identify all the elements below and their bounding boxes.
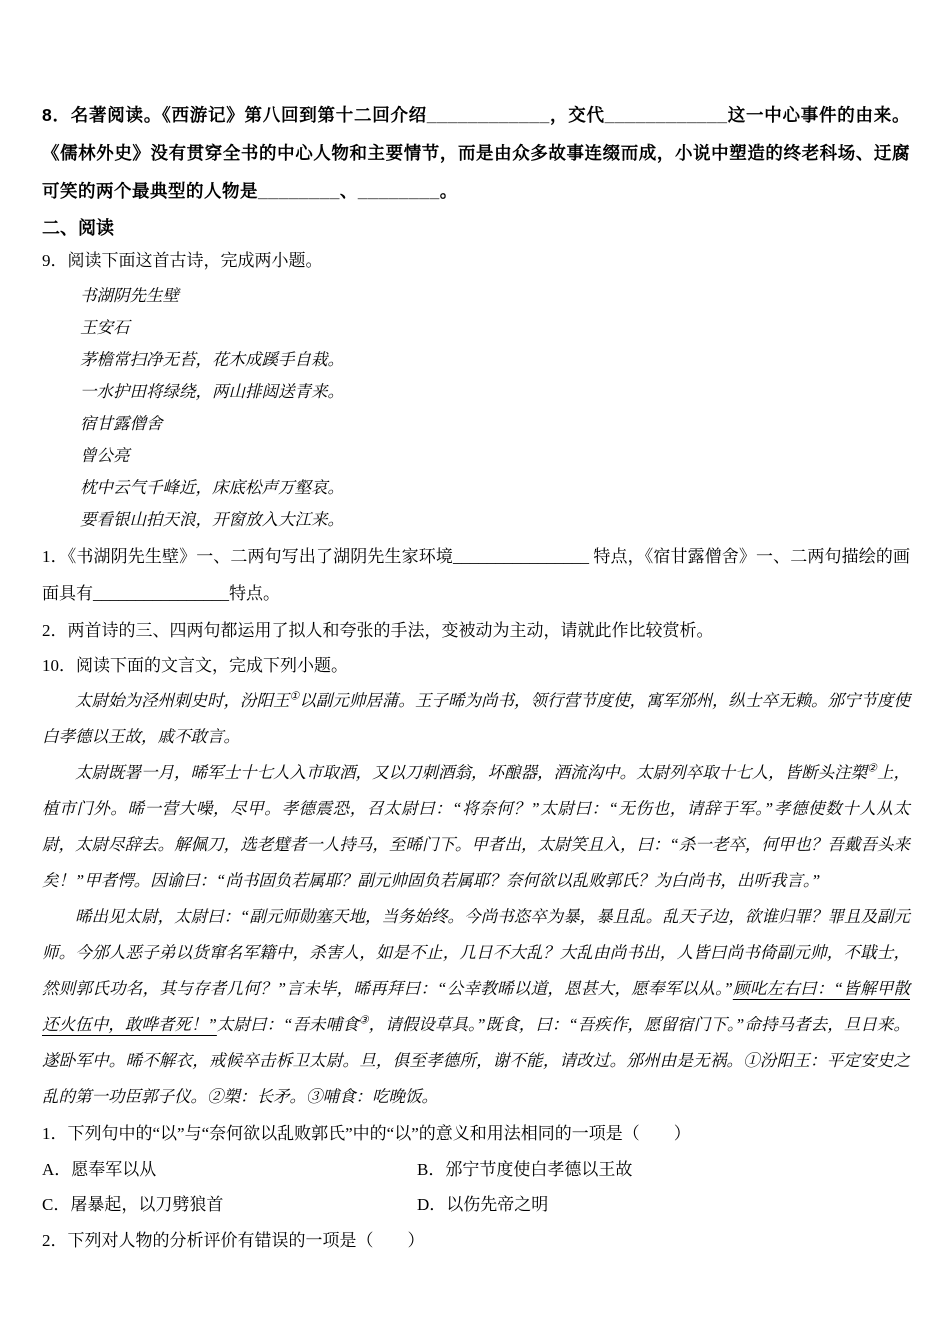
- question-9-intro: 9．阅读下面这首古诗，完成两小题。: [42, 251, 323, 270]
- answer-option: C．屠暴起，以刀劈狼首: [42, 1195, 224, 1214]
- poem-line: 书湖阴先生壁: [80, 286, 179, 305]
- poem-line: 宿甘露僧舍: [80, 414, 163, 433]
- answer-option: D．以伤先帝之明: [417, 1195, 549, 1214]
- question-9-sub1: 1．《书湖阴先生壁》一、二两句写出了湖阴先生家环境________________ 特点，《宿甘露僧舍》一、二两句描绘的画面具有________________特点。: [42, 547, 910, 603]
- question-10-sub1-stem: 1．下列句中的“以”与“奈何欲以乱败郭氏”中的“以”的意义和用法相同的一项是（ ）: [42, 1124, 691, 1143]
- classical-passage-paragraph-2: 太尉既署一月，晞军士十七人入市取酒，又以刀刺酒翁，坏酿器，酒流沟中。太尉列卒取十七人，皆断头注槊②上，植市门外。晞一营大噪，尽甲。孝德震恐，召太尉曰：“将奈何？”太尉曰：“无伤也，请辞于军。”孝德使数十人从太尉，太尉尽辞去。解佩刀，选老躄者一人持马，至晞门下。甲者出，太尉笑且入，曰：“杀一老卒，何甲也？吾戴吾头来矣！”甲者愕。因谕曰：“尚书固负若属耶？副元帅固负若属耶？奈何欲以乱败郭氏？为白尚书，出听我言。”: [42, 762, 911, 890]
- poem-line: 曾公亮: [80, 446, 130, 465]
- poem-line: 王安石: [80, 318, 130, 337]
- question-10-intro: 10．阅读下面的文言文，完成下列小题。: [42, 656, 348, 675]
- question-10-sub1-options: [42, 1152, 910, 1222]
- answer-option: B．邠宁节度使白孝德以王故: [417, 1160, 633, 1179]
- passage-3-post-text-and-footnotes: 太尉曰：“吾未哺食③，请假设草具。”既食，曰：“吾疾作，愿留宿门下。”命持马者去，旦日来。遂卧军中。晞不解衣，戒候卒击柝卫太尉。旦，俱至孝德所，谢不能，请改过。邠州由是无祸。①汾阳王：平定安史之乱的第一功臣郭子仪。②槊：长矛。③哺食：吃晚饭。: [42, 1014, 910, 1106]
- poem-line: 枕中云气千峰近，床底松声万壑哀。: [80, 478, 344, 497]
- question-8-text: 8．名著阅读。《西游记》第八回到第十二回介绍____________，交代____________这一中心事件的由来。《儒林外史》没有贯穿全书的中心人物和主要情节，而是由众多故事连缀而成，小说中塑造的终老科场、迂腐可笑的两个最典型的人物是________、________。: [42, 105, 910, 201]
- question-9-sub2: 2．两首诗的三、四两句都运用了拟人和夸张的手法，变被动为主动，请就此作比较赏析。: [42, 621, 714, 640]
- classical-passage-paragraph-3: [42, 899, 910, 1115]
- section-2-heading: 二、阅读: [42, 218, 114, 238]
- poem-line: 要看银山拍天浪，开窗放入大江来。: [80, 510, 344, 529]
- poem-line: 一水护田将绿绕，两山排闼送青来。: [80, 382, 344, 401]
- passage-3-pre-text: 晞出见太尉，太尉曰：“副元师勋塞天地，当务始终。今尚书恣卒为暴，暴且乱。乱天子边，欲谁归罪？罪且及副元师。今邠人恶子弟以货窜名军籍中，杀害人，如是不止，几日不大乱？大乱由尚书出，人皆曰尚书倚副元帅，不戢士，然则郭氏功名，其与存者几何？”言未毕，晞再拜曰：“公幸教晞以道，恩甚大，愿奉军以从。”: [42, 907, 910, 998]
- answer-option: A．愿奉军以从: [42, 1160, 157, 1179]
- poem-line: 茅檐常扫净无苔，花木成蹊手自栽。: [80, 350, 344, 369]
- poem-block: [80, 280, 910, 536]
- question-10-sub2-stem: 2．下列对人物的分析评价有错误的一项是（ ）: [42, 1231, 425, 1250]
- passage-underlined-sentence: 顾叱左右曰：“皆解甲散还火伍中，敢哗者死！”: [42, 979, 910, 1034]
- classical-passage-paragraph-1: 太尉始为泾州刺史时，汾阳王①以副元帅居蒲。王子晞为尚书，领行营节度使，寓军邠州，纵士卒无赖。邠宁节度使白孝德以王故，戚不敢言。: [42, 690, 911, 746]
